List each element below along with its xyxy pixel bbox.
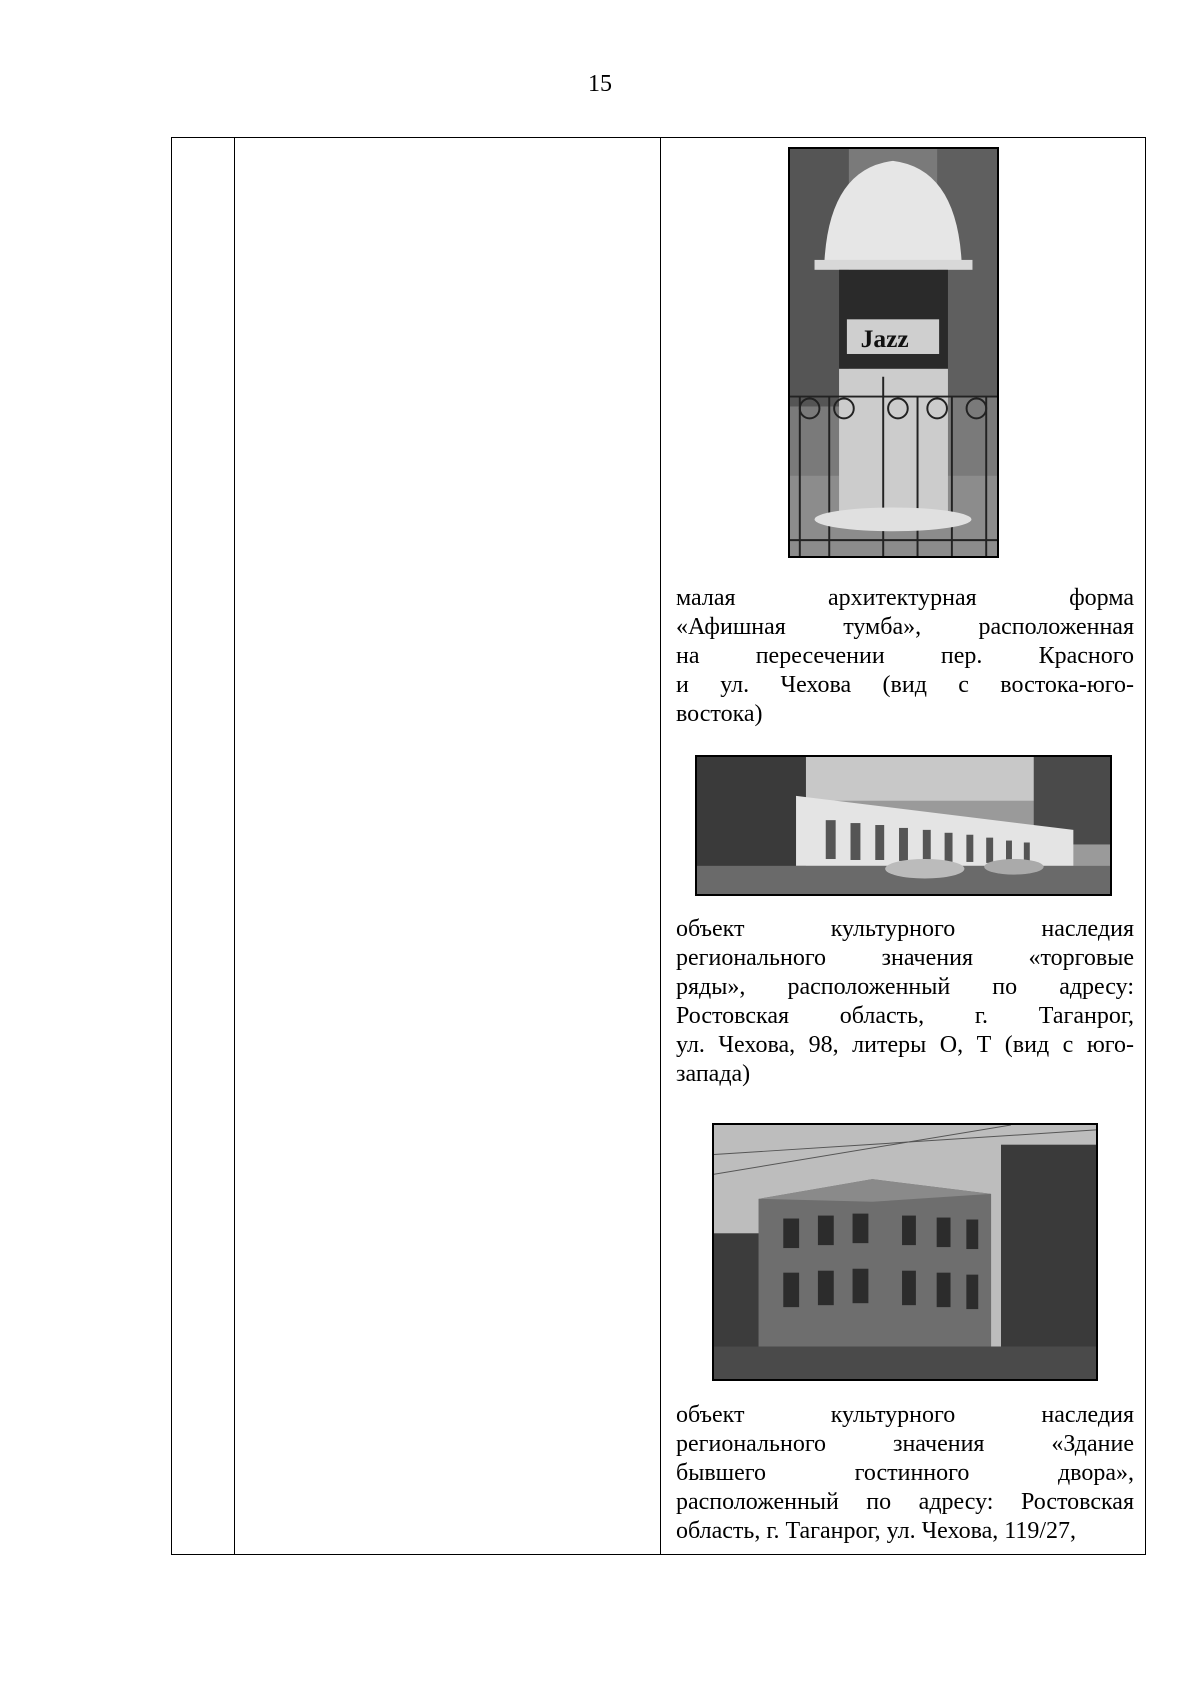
gostiny-dvor-photo — [712, 1123, 1098, 1381]
heritage-table — [171, 137, 1146, 1555]
table-column-photos — [662, 138, 1145, 1554]
table-column-description — [235, 138, 661, 1554]
caption-line: ряды», расположенный по адресу: — [676, 974, 1134, 1000]
caption-line: и ул. Чехова (вид с востока-юго- — [676, 672, 1134, 698]
caption-line: объект культурного наследия — [676, 1402, 1134, 1428]
caption-line: востока) — [676, 701, 763, 727]
caption-line: область, г. Таганрог, ул. Чехова, 119/27, — [676, 1518, 1077, 1544]
caption-line: бывшего гостинного двора», — [676, 1460, 1134, 1486]
caption-line: регионального значения «торговые — [676, 945, 1134, 971]
caption-line: регионального значения «Здание — [676, 1431, 1134, 1457]
caption-line: расположенный по адресу: Ростовская — [676, 1489, 1134, 1515]
poster-column-caption — [676, 584, 1134, 729]
caption-line: «Афишная тумба», расположенная — [676, 614, 1134, 640]
gostiny-dvor-caption — [676, 1401, 1134, 1546]
trade-rows-caption — [676, 915, 1134, 1089]
trade-rows-photo — [695, 755, 1112, 896]
page-number: 15 — [588, 71, 612, 97]
caption-line: запада) — [676, 1061, 751, 1087]
poster-column-photo — [788, 147, 999, 558]
caption-line: на пересечении пер. Красного — [676, 643, 1134, 669]
caption-line: Ростовская область, г. Таганрог, — [676, 1003, 1134, 1029]
table-column-number — [172, 138, 235, 1554]
caption-line: ул. Чехова, 98, литеры О, Т (вид с юго- — [676, 1032, 1134, 1058]
svg-text:Jazz: Jazz — [860, 323, 909, 354]
caption-line: малая архитектурная форма — [676, 585, 1134, 611]
caption-line: объект культурного наследия — [676, 916, 1134, 942]
